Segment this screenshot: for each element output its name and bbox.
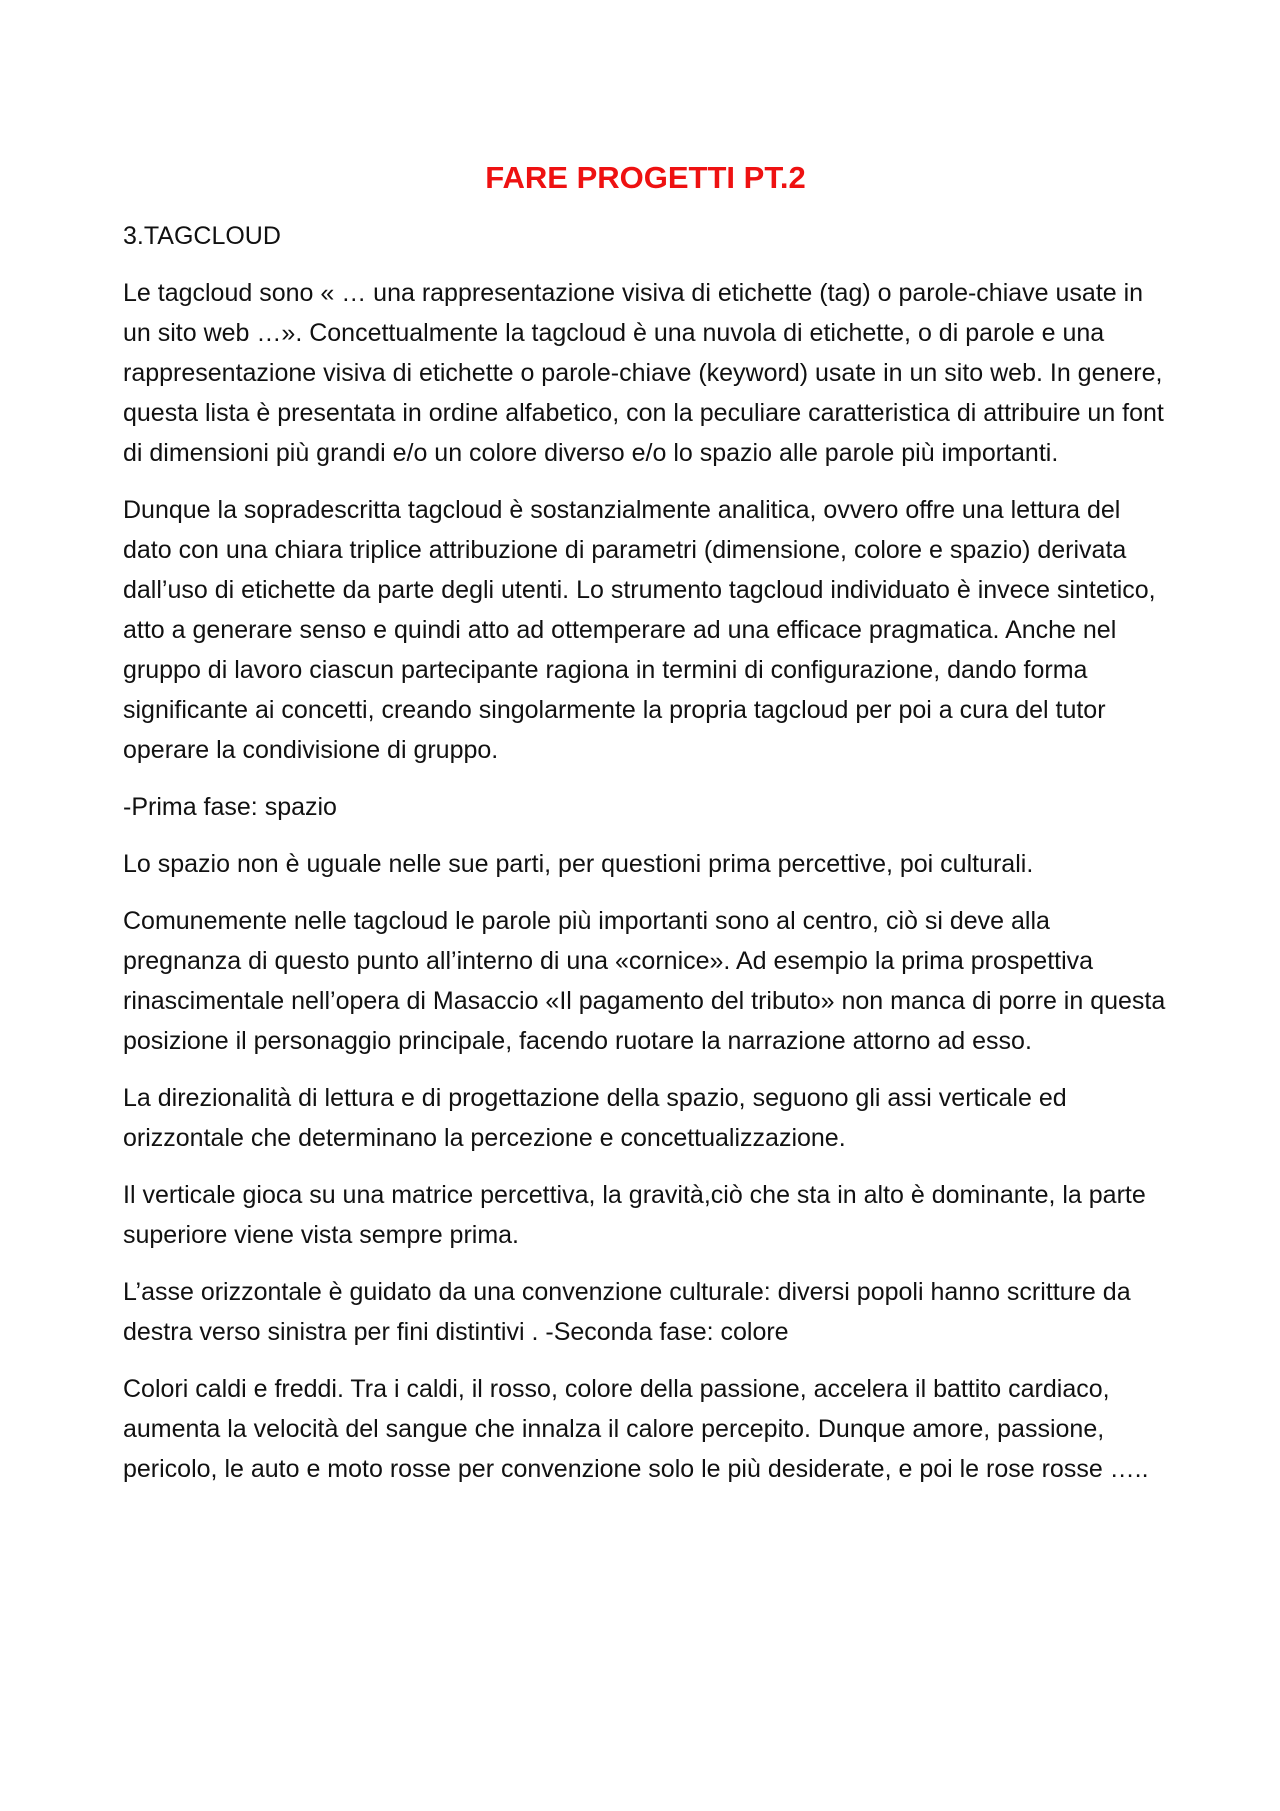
paragraph-definition: Le tagcloud sono « … una rappresentazione visiva di etichette (tag) o parole-chiave usate in un sito web …». Concettualmente la tagcloud è una nuvola di etichette, o di parole e una rappresentazione visiva di etichette o parole-chiave (keyword) usate in un sito web. In genere, questa lista è presentata in ordine alfabetico, con la peculiare caratteristica di attribuire un font di dimensioni più grandi e/o un colore diverso e/o lo spazio alle parole più importanti. — [123, 279, 1164, 467]
phase-heading-space: -Prima fase: spazio — [123, 793, 337, 821]
paragraph-space: Lo spazio non è uguale nelle sue parti, per questioni prima percettive, poi culturali. — [123, 850, 1034, 878]
section-heading-tagcloud: 3.TAGCLOUD — [123, 222, 281, 250]
paragraph-vertical: Il verticale gioca su una matrice percettiva, la gravità,ciò che sta in alto è dominante, la parte superiore viene vista sempre prima. — [123, 1181, 1146, 1249]
document-body — [123, 158, 1168, 1506]
paragraph-center: Comunemente nelle tagcloud le parole più importanti sono al centro, ciò si deve alla pregnanza di questo punto all’interno di una «cornice». Ad esempio la prima prospettiva rinascimentale nell’opera di Masaccio «Il pagamento del tributo» non manca di porre in questa posizione il personaggio principale, facendo ruotare la narrazione attorno ad esso. — [123, 907, 1166, 1055]
paragraph-analysis: Dunque la sopradescritta tagcloud è sostanzialmente analitica, ovvero offre una lettura del dato con una chiara triplice attribuzione di parametri (dimensione, colore e spazio) derivata dall’uso di etichette da parte degli utenti. Lo strumento tagcloud individuato è invece sintetico, atto a generare senso e quindi atto ad ottemperare ad una efficace pragmatica. Anche nel gruppo di lavoro ciascun partecipante ragiona in termini di configurazione, dando forma significante ai concetti, creando singolarmente la propria tagcloud per poi a cura del tutor operare la condivisione di gruppo. — [123, 496, 1156, 764]
paragraph-colors: Colori caldi e freddi. Tra i caldi, il rosso, colore della passione, accelera il battito cardiaco, aumenta la velocità del sangue che innalza il calore percepito. Dunque amore, passione, pericolo, le auto e moto rosse per convenzione solo le più desiderate, e poi le rose rosse ….. — [123, 1375, 1149, 1483]
paragraph-horizontal: L’asse orizzontale è guidato da una convenzione culturale: diversi popoli hanno scritture da destra verso sinistra per fini distintivi . -Seconda fase: colore — [123, 1278, 1131, 1346]
paragraph-axes: La direzionalità di lettura e di progettazione della spazio, seguono gli assi verticale ed orizzontale che determinano la percezione e concettualizzazione. — [123, 1084, 1067, 1152]
document-title: FARE PROGETTI PT.2 — [485, 160, 806, 195]
